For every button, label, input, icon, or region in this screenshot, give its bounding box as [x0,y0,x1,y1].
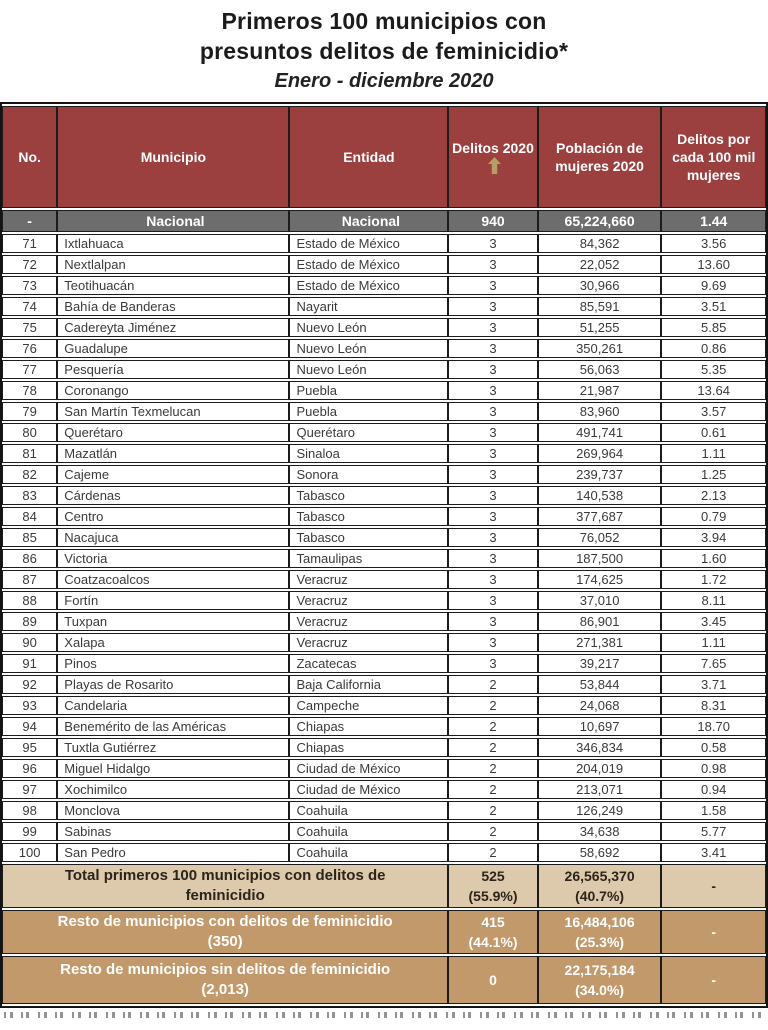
cell-municipio: Benemérito de las Américas [57,717,289,736]
cell-no: 81 [2,444,57,463]
cell-municipio: Miguel Hidalgo [57,759,289,778]
cell-tasa: 7.65 [661,654,766,673]
cell-no: 87 [2,570,57,589]
cell-entidad: Zacatecas [289,654,448,673]
cell-no: 72 [2,255,57,274]
cell-delitos: 3 [448,549,537,568]
summary-resto-con-delitos: 415 (44.1%) [448,910,537,954]
cell-poblacion: 21,987 [538,381,662,400]
cell-tasa: 3.45 [661,612,766,631]
table-row [2,276,766,295]
cell-poblacion: 37,010 [538,591,662,610]
cell-tasa: 1.25 [661,465,766,484]
cell-tasa: 9.69 [661,276,766,295]
cell-poblacion: 271,381 [538,633,662,652]
cell-entidad: Ciudad de México [289,759,448,778]
cell-poblacion: 76,052 [538,528,662,547]
title-line1: Primeros 100 municipios con [221,8,547,34]
cell-entidad: Puebla [289,381,448,400]
cell-municipio: Candelaria [57,696,289,715]
cell-entidad: Ciudad de México [289,780,448,799]
cell-delitos: 3 [448,633,537,652]
cell-poblacion: 30,966 [538,276,662,295]
cell-delitos: 3 [448,528,537,547]
cell-tasa: 2.13 [661,486,766,505]
cell-no: 91 [2,654,57,673]
cell-no: 92 [2,675,57,694]
cell-poblacion: 174,625 [538,570,662,589]
page-title [0,6,768,66]
table-row [2,444,766,463]
cell-no: 74 [2,297,57,316]
cell-delitos: 3 [448,444,537,463]
table-row [2,780,766,799]
cell-delitos: 3 [448,360,537,379]
cell-delitos: 3 [448,318,537,337]
cell-delitos: 2 [448,822,537,841]
cell-municipio: Nacional [57,210,289,232]
cell-entidad: Nayarit [289,297,448,316]
cell-entidad: Veracruz [289,612,448,631]
cell-poblacion: 84,362 [538,234,662,253]
nacional-row [2,210,766,232]
cell-municipio: Victoria [57,549,289,568]
cell-municipio: Cajeme [57,465,289,484]
table-body [2,210,766,862]
table-row [2,297,766,316]
cell-municipio: Playas de Rosarito [57,675,289,694]
cell-poblacion: 239,737 [538,465,662,484]
cell-poblacion: 39,217 [538,654,662,673]
cell-municipio: Mazatlán [57,444,289,463]
cell-delitos: 3 [448,654,537,673]
cell-tasa: 1.44 [661,210,766,232]
cell-entidad: Campeche [289,696,448,715]
summary-resto-sin-tasa: - [661,956,766,1004]
table-row [2,675,766,694]
cell-tasa: 1.11 [661,633,766,652]
cell-entidad: Coahuila [289,822,448,841]
cell-no: 88 [2,591,57,610]
table-row [2,360,766,379]
table-row [2,570,766,589]
cell-entidad: Tabasco [289,486,448,505]
cell-tasa: 8.11 [661,591,766,610]
summary-total-label: Total primeros 100 municipios con delitos de feminicidio [2,864,448,908]
cell-municipio: Xalapa [57,633,289,652]
sort-ascending-icon [488,157,501,174]
table-row [2,465,766,484]
table-row [2,528,766,547]
cell-municipio: Fortín [57,591,289,610]
cell-delitos: 3 [448,486,537,505]
cell-no: 71 [2,234,57,253]
cell-poblacion: 34,638 [538,822,662,841]
cell-poblacion: 204,019 [538,759,662,778]
cell-poblacion: 58,692 [538,843,662,862]
cell-delitos: 940 [448,210,537,232]
summary-total-poblacion: 26,565,370 (40.7%) [538,864,662,908]
cell-poblacion: 346,834 [538,738,662,757]
summary-total-delitos: 525 (55.9%) [448,864,537,908]
summary-resto-con-poblacion: 16,484,106 (25.3%) [538,910,662,954]
table-row [2,507,766,526]
cell-delitos: 3 [448,339,537,358]
summary-resto-con-label: Resto de municipios con delitos de feminicidio (350) [2,910,448,954]
col-header-tasa: Delitos por cada 100 mil mujeres [661,106,766,208]
cell-delitos: 2 [448,843,537,862]
cell-tasa: 18.70 [661,717,766,736]
cell-delitos: 2 [448,717,537,736]
cell-no: 95 [2,738,57,757]
summary-resto-con-tasa: - [661,910,766,954]
cell-no: 97 [2,780,57,799]
summary-total-tasa: - [661,864,766,908]
feminicidio-table [0,102,768,1008]
cell-tasa: 3.94 [661,528,766,547]
page-subtitle: Enero - diciembre 2020 [274,70,494,92]
cell-poblacion: 126,249 [538,801,662,820]
cell-poblacion: 83,960 [538,402,662,421]
cell-municipio: Sabinas [57,822,289,841]
cell-municipio: Guadalupe [57,339,289,358]
cell-no: 86 [2,549,57,568]
cell-entidad: Tabasco [289,528,448,547]
table-row [2,402,766,421]
cell-municipio: Nextlalpan [57,255,289,274]
cell-tasa: 0.98 [661,759,766,778]
cell-delitos: 3 [448,255,537,274]
cell-tasa: 0.61 [661,423,766,442]
cell-no: 99 [2,822,57,841]
cell-entidad: Nuevo León [289,360,448,379]
cell-entidad: Estado de México [289,276,448,295]
cell-poblacion: 53,844 [538,675,662,694]
cell-tasa: 8.31 [661,696,766,715]
cell-poblacion: 187,500 [538,549,662,568]
table-row [2,654,766,673]
footnote-clipped [4,1012,764,1018]
cell-municipio: Centro [57,507,289,526]
col-header-entidad: Entidad [289,106,448,208]
table-row [2,591,766,610]
cell-no: 77 [2,360,57,379]
cell-entidad: Nacional [289,210,448,232]
table-header [2,106,766,208]
cell-entidad: Nuevo León [289,318,448,337]
cell-delitos: 3 [448,423,537,442]
table-row [2,717,766,736]
cell-municipio: Querétaro [57,423,289,442]
cell-poblacion: 491,741 [538,423,662,442]
cell-tasa: 3.51 [661,297,766,316]
cell-tasa: 3.57 [661,402,766,421]
table-row [2,801,766,820]
cell-no: 96 [2,759,57,778]
cell-tasa: 1.72 [661,570,766,589]
cell-entidad: Veracruz [289,591,448,610]
cell-delitos: 3 [448,612,537,631]
cell-municipio: Coronango [57,381,289,400]
cell-no: 78 [2,381,57,400]
cell-entidad: Estado de México [289,255,448,274]
table-row [2,738,766,757]
table-row [2,318,766,337]
cell-delitos: 2 [448,759,537,778]
cell-municipio: Coatzacoalcos [57,570,289,589]
cell-tasa: 0.94 [661,780,766,799]
cell-delitos: 2 [448,780,537,799]
cell-no: 83 [2,486,57,505]
cell-no: 90 [2,633,57,652]
cell-tasa: 3.56 [661,234,766,253]
cell-poblacion: 140,538 [538,486,662,505]
cell-poblacion: 350,261 [538,339,662,358]
cell-municipio: San Martín Texmelucan [57,402,289,421]
table-row [2,339,766,358]
table-summary [2,864,766,1004]
cell-poblacion: 85,591 [538,297,662,316]
cell-delitos: 2 [448,801,537,820]
cell-entidad: Tabasco [289,507,448,526]
table-row [2,633,766,652]
cell-entidad: Coahuila [289,801,448,820]
cell-poblacion: 86,901 [538,612,662,631]
cell-no: 94 [2,717,57,736]
table-row [2,549,766,568]
cell-no: 73 [2,276,57,295]
cell-municipio: San Pedro [57,843,289,862]
cell-municipio: Ixtlahuaca [57,234,289,253]
cell-entidad: Estado de México [289,234,448,253]
cell-delitos: 3 [448,465,537,484]
cell-delitos: 2 [448,696,537,715]
cell-no: - [2,210,57,232]
cell-no: 98 [2,801,57,820]
cell-delitos: 3 [448,507,537,526]
cell-entidad: Querétaro [289,423,448,442]
cell-no: 84 [2,507,57,526]
cell-tasa: 0.58 [661,738,766,757]
cell-delitos: 2 [448,675,537,694]
cell-delitos: 3 [448,591,537,610]
table-row [2,612,766,631]
cell-entidad: Veracruz [289,633,448,652]
col-header-delitos-label: Delitos 2020 [452,139,534,156]
summary-row-resto-sin [2,956,766,1004]
cell-poblacion: 377,687 [538,507,662,526]
cell-no: 79 [2,402,57,421]
col-header-delitos [448,106,537,208]
summary-resto-sin-poblacion: 22,175,184 (34.0%) [538,956,662,1004]
cell-municipio: Nacajuca [57,528,289,547]
cell-no: 75 [2,318,57,337]
col-header-no: No. [2,106,57,208]
cell-no: 85 [2,528,57,547]
cell-delitos: 3 [448,276,537,295]
table-row [2,822,766,841]
cell-municipio: Cadereyta Jiménez [57,318,289,337]
table-row [2,234,766,253]
cell-entidad: Chiapas [289,717,448,736]
cell-municipio: Teotihuacán [57,276,289,295]
cell-delitos: 3 [448,297,537,316]
cell-tasa: 5.35 [661,360,766,379]
cell-poblacion: 213,071 [538,780,662,799]
cell-delitos: 3 [448,570,537,589]
cell-municipio: Tuxpan [57,612,289,631]
cell-no: 82 [2,465,57,484]
cell-municipio: Bahía de Banderas [57,297,289,316]
cell-entidad: Baja California [289,675,448,694]
cell-tasa: 5.77 [661,822,766,841]
col-header-municipio: Municipio [57,106,289,208]
cell-entidad: Sinaloa [289,444,448,463]
summary-row-resto-con [2,910,766,954]
cell-delitos: 3 [448,234,537,253]
cell-poblacion: 24,068 [538,696,662,715]
cell-no: 89 [2,612,57,631]
cell-municipio: Xochimilco [57,780,289,799]
col-header-poblacion: Población de mujeres 2020 [538,106,662,208]
cell-poblacion: 269,964 [538,444,662,463]
cell-municipio: Tuxtla Gutiérrez [57,738,289,757]
table-row [2,759,766,778]
cell-tasa: 1.11 [661,444,766,463]
cell-municipio: Pesquería [57,360,289,379]
cell-municipio: Monclova [57,801,289,820]
cell-entidad: Nuevo León [289,339,448,358]
cell-poblacion: 10,697 [538,717,662,736]
cell-tasa: 13.60 [661,255,766,274]
cell-poblacion: 56,063 [538,360,662,379]
cell-entidad: Tamaulipas [289,549,448,568]
table-row [2,255,766,274]
cell-no: 100 [2,843,57,862]
table-row [2,381,766,400]
title-line2: presuntos delitos de feminicidio* [199,38,569,64]
summary-resto-sin-delitos: 0 [448,956,537,1004]
cell-delitos: 3 [448,381,537,400]
cell-tasa: 3.41 [661,843,766,862]
cell-no: 93 [2,696,57,715]
table-row [2,423,766,442]
cell-no: 76 [2,339,57,358]
summary-resto-sin-label: Resto de municipios sin delitos de feminicidio (2,013) [2,956,448,1004]
summary-row-total [2,864,766,908]
cell-entidad: Sonora [289,465,448,484]
table-row [2,843,766,862]
table-row [2,486,766,505]
cell-delitos: 2 [448,738,537,757]
cell-poblacion: 51,255 [538,318,662,337]
cell-poblacion: 22,052 [538,255,662,274]
cell-tasa: 5.85 [661,318,766,337]
cell-tasa: 0.79 [661,507,766,526]
cell-poblacion: 65,224,660 [538,210,662,232]
cell-tasa: 13.64 [661,381,766,400]
cell-municipio: Cárdenas [57,486,289,505]
cell-no: 80 [2,423,57,442]
cell-tasa: 3.71 [661,675,766,694]
cell-tasa: 1.58 [661,801,766,820]
infographic-page [0,6,768,1030]
cell-tasa: 1.60 [661,549,766,568]
cell-entidad: Chiapas [289,738,448,757]
table-row [2,696,766,715]
cell-municipio: Pinos [57,654,289,673]
cell-entidad: Coahuila [289,843,448,862]
cell-delitos: 3 [448,402,537,421]
cell-entidad: Puebla [289,402,448,421]
cell-entidad: Veracruz [289,570,448,589]
cell-tasa: 0.86 [661,339,766,358]
